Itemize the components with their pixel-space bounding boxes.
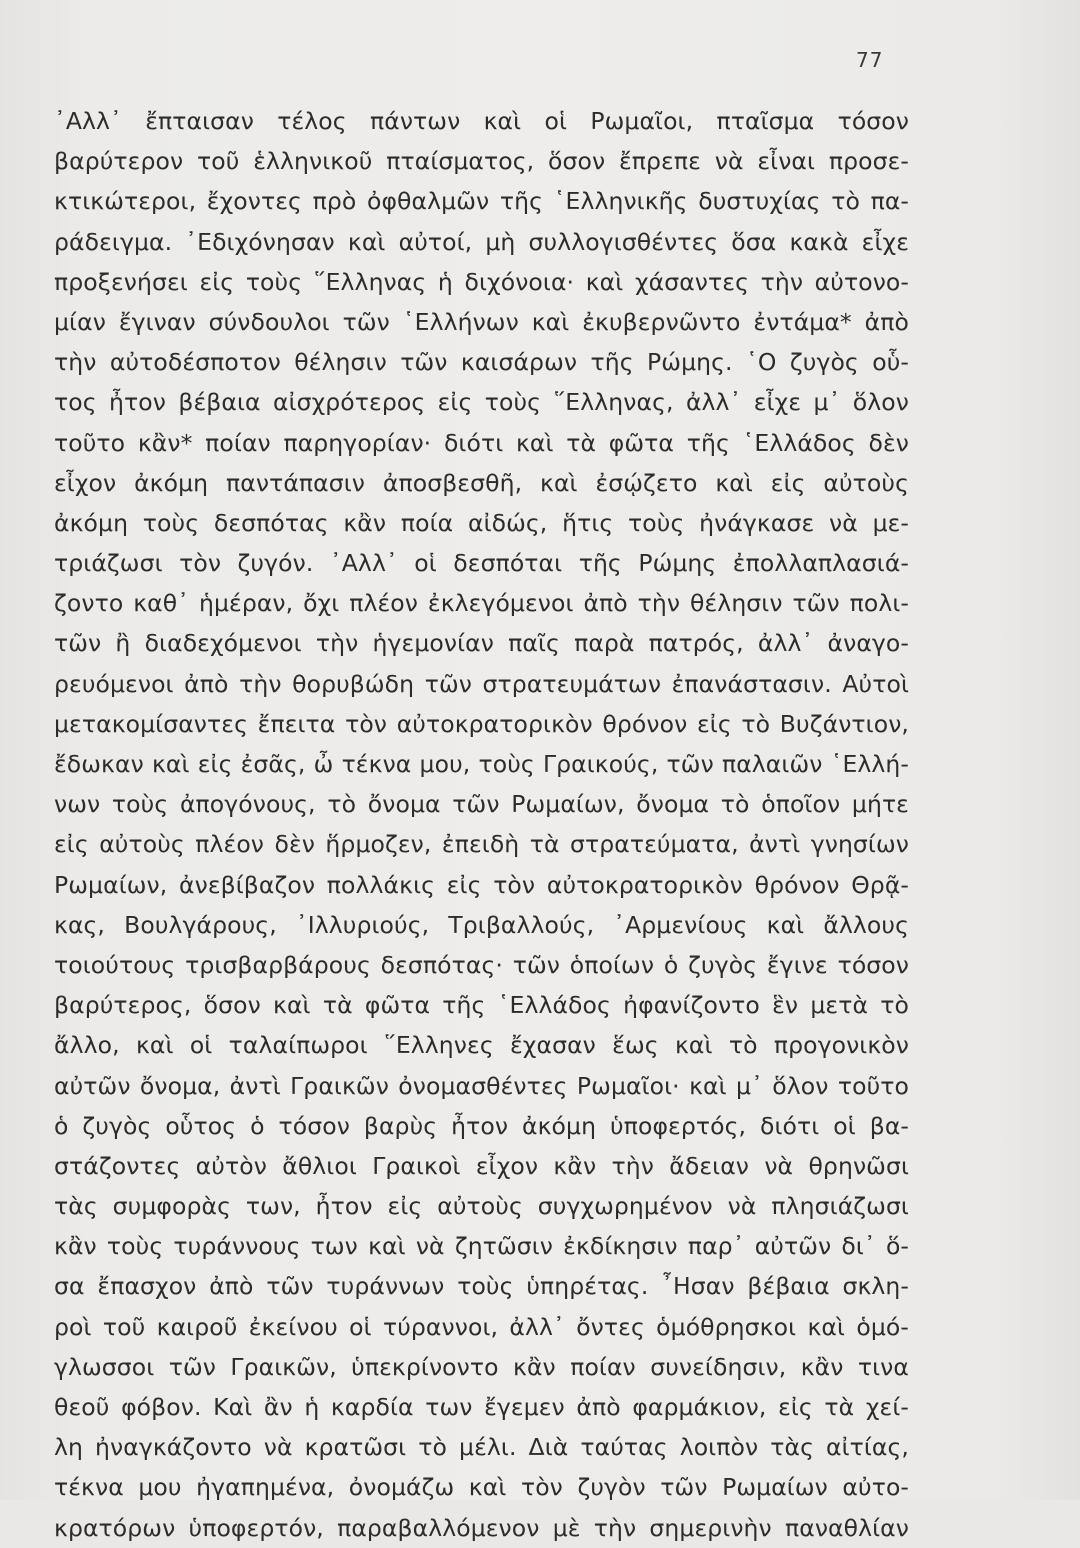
text-line: τῶν ἢ διαδεχόμενοι τὴν ἡγεμονίαν παῖς παρὰ πατρός, ἀλλ᾽ ἀναγο- bbox=[54, 629, 909, 658]
text-line: λη ἠναγκάζοντο νὰ κρατῶσι τὸ μέλι. Διὰ ταύτας λοιπὸν τὰς αἰτίας, bbox=[54, 1433, 909, 1462]
text-line: εἰς αὐτοὺς πλέον δὲν ἥρμοζεν, ἐπειδὴ τὰ στρατεύματα, ἀντὶ γνησίων bbox=[54, 830, 909, 859]
text-line: ράδειγμα. ᾽Εδιχόνησαν καὶ αὐτοί, μὴ συλλογισθέντες ὅσα κακὰ εἶχε bbox=[54, 227, 909, 256]
text-line: ὁ ζυγὸς οὗτος ὁ τόσον βαρὺς ἦτον ἀκόμη ὑποφερτός, διότι οἱ βα- bbox=[54, 1111, 909, 1140]
body-text bbox=[54, 101, 909, 1548]
text-line: ροὶ τοῦ καιροῦ ἐκείνου οἱ τύραννοι, ἀλλ᾽ ὄντες ὁμόθρησκοι καὶ ὁμό- bbox=[54, 1312, 909, 1341]
text-line: βαρύτερον τοῦ ἑλληνικοῦ πταίσματος, ὅσον ἔπρεπε νὰ εἶναι προσε- bbox=[54, 147, 909, 176]
text-line: τοῦτο κἂν* ποίαν παρηγορίαν· διότι καὶ τὰ φῶτα τῆς ῾Ελλάδος δὲν bbox=[54, 428, 909, 457]
text-line: μετακομίσαντες ἔπειτα τὸν αὐτοκρατορικὸν θρόνον εἰς τὸ Βυζάντιον, bbox=[54, 709, 909, 738]
text-line: μίαν ἔγιναν σύνδουλοι τῶν ῾Ελλήνων καὶ ἐκυβερνῶντο ἐντάμα* ἀπὸ bbox=[54, 307, 909, 336]
text-line: τος ἦτον βέβαια αἰσχρότερος εἰς τοὺς ῞Ελληνας, ἀλλ᾽ εἶχε μ᾽ ὅλον bbox=[54, 388, 909, 417]
text-line: νων τοὺς ἀπογόνους, τὸ ὄνομα τῶν Ρωμαίων, ὄνομα τὸ ὁποῖον μήτε bbox=[54, 790, 909, 819]
text-line: γλωσσοι τῶν Γραικῶν, ὑπεκρίνοντο κἂν ποίαν συνείδησιν, κἂν τινα bbox=[54, 1352, 909, 1381]
text-line: τὴν αὐτοδέσποτον θέλησιν τῶν καισάρων τῆς Ρώμης. ῾Ο ζυγὸς οὗ- bbox=[54, 348, 909, 377]
text-line: κρατόρων ὑποφερτόν, παραβαλλόμενον μὲ τὴν σημερινὴν παναθλίαν bbox=[54, 1513, 909, 1542]
text-line: σα ἔπασχον ἀπὸ τῶν τυράννων τοὺς ὑπηρέτας. ῏Ησαν βέβαια σκλη- bbox=[54, 1272, 909, 1301]
text-line: Ρωμαίων, ἀνεβίβαζον πολλάκις εἰς τὸν αὐτοκρατορικὸν θρόνον Θρᾷ- bbox=[54, 870, 909, 899]
text-line: κας, Βουλγάρους, ᾽Ιλλυριούς, Τριβαλλούς, ᾽Αρμενίους καὶ ἄλλους bbox=[54, 910, 909, 939]
text-line: ἄλλο, καὶ οἱ ταλαίπωροι ῞Ελληνες ἔχασαν ἕως καὶ τὸ προγονικὸν bbox=[54, 1031, 909, 1060]
text-line: προξενήσει εἰς τοὺς ῞Ελληνας ἡ διχόνοια· καὶ χάσαντες τὴν αὐτονο- bbox=[54, 267, 909, 296]
text-line: ζοντο καθ᾽ ἡμέραν, ὄχι πλέον ἐκλεγόμενοι ἀπὸ τὴν θέλησιν τῶν πολι- bbox=[54, 589, 909, 618]
text-line: κἂν τοὺς τυράννους των καὶ νὰ ζητῶσιν ἐκδίκησιν παρ᾽ αὐτῶν δι᾽ ὅ- bbox=[54, 1232, 909, 1261]
text-line: τέκνα μου ἠγαπημένα, ὀνομάζω καὶ τὸν ζυγὸν τῶν Ρωμαίων αὐτο- bbox=[54, 1473, 909, 1502]
text-line: ἀκόμη τοὺς δεσπότας κἂν ποία αἰδώς, ἥτις τοὺς ἠνάγκασε νὰ με- bbox=[54, 508, 909, 537]
text-line: τοιούτους τρισβαρβάρους δεσπότας· τῶν ὁποίων ὁ ζυγὸς ἔγινε τόσον bbox=[54, 950, 909, 979]
text-line: βαρύτερος, ὅσον καὶ τὰ φῶτα τῆς ῾Ελλάδος ἠφανίζοντο ἓν μετὰ τὸ bbox=[54, 991, 909, 1020]
text-line: τὰς συμφορὰς των, ἦτον εἰς αὐτοὺς συγχωρημένον νὰ πλησιάζωσι bbox=[54, 1192, 909, 1221]
text-line: ἔδωκαν καὶ εἰς ἐσᾶς, ὦ τέκνα μου, τοὺς Γραικούς, τῶν παλαιῶν ῾Ελλή- bbox=[54, 750, 909, 778]
text-line: ρευόμενοι ἀπὸ τὴν θορυβώδη τῶν στρατευμάτων ἐπανάστασιν. Αὐτοὶ bbox=[54, 669, 909, 698]
text-line: τριάζωσι τὸν ζυγόν. ᾽Αλλ᾽ οἱ δεσπόται τῆς Ρώμης ἐπολλαπλασιά- bbox=[54, 549, 909, 578]
text-line: αὐτῶν ὄνομα, ἀντὶ Γραικῶν ὀνομασθέντες Ρωμαῖοι· καὶ μ᾽ ὅλον τοῦτο bbox=[54, 1071, 909, 1100]
text-line: ᾽Αλλ᾽ ἔπταισαν τέλος πάντων καὶ οἱ Ρωμαῖοι, πταῖσμα τόσον bbox=[54, 107, 909, 135]
text-line: στάζοντες αὐτὸν ἄθλιοι Γραικοὶ εἶχον κἂν τὴν ἄδειαν νὰ θρηνῶσι bbox=[54, 1151, 909, 1180]
page-number: 77 bbox=[856, 48, 884, 72]
text-line: κτικώτεροι, ἔχοντες πρὸ ὀφθαλμῶν τῆς ῾Ελληνικῆς δυστυχίας τὸ πα- bbox=[54, 187, 909, 216]
text-line: εἶχον ἀκόμη παντάπασιν ἀποσβεσθῆ, καὶ ἐσῴζετο καὶ εἰς αὐτοὺς bbox=[54, 468, 909, 497]
text-line: θεοῦ φόβον. Καὶ ἂν ἡ καρδία των ἔγεμεν ἀπὸ φαρμάκιον, εἰς τὰ χεί- bbox=[54, 1393, 909, 1421]
